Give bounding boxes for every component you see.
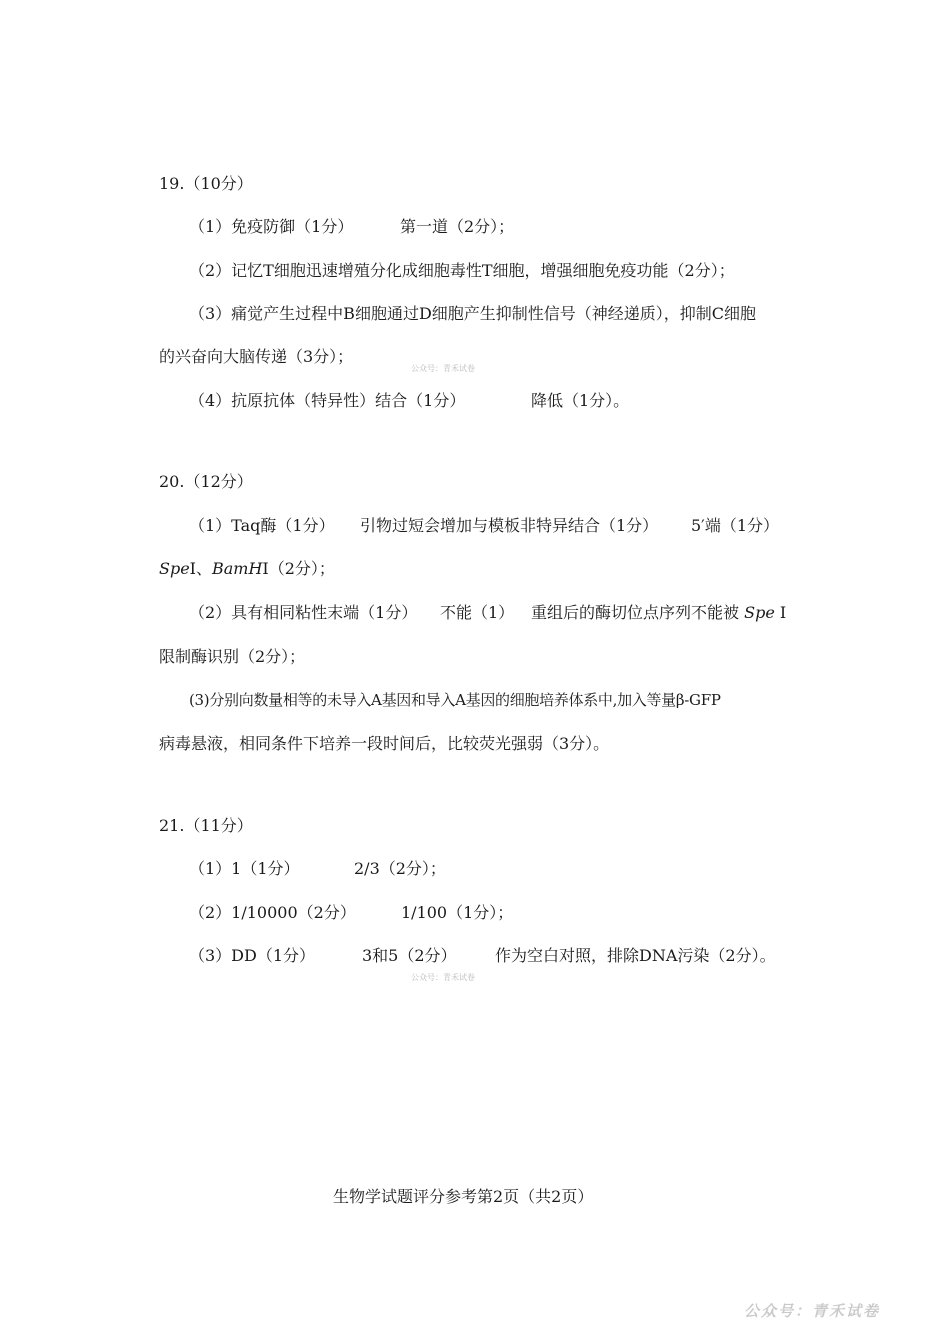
- q21-3-part-c: 作为空白对照，排除DNA污染（2分）。: [495, 946, 776, 965]
- q19-answer-3: （3）痛觉产生过程中B细胞通过D细胞产生抑制性信号（神经递质），抑制C细胞: [189, 304, 757, 323]
- q20-answer-3: (3)分别向数量相等的未导入A基因和导入A基因的细胞培养体系中,加入等量β-GFP: [189, 691, 721, 709]
- q20-1d-mid: I、: [189, 559, 212, 578]
- q21-1-part-a: （1）1（1分）: [189, 859, 300, 878]
- q20-2-part-b: 不能（1）: [440, 603, 515, 622]
- enzyme-bamh: BamH: [212, 559, 263, 578]
- q21-heading: 21.（11分）: [159, 816, 253, 835]
- q19-4-part-a: （4）抗原抗体（特异性）结合（1分）: [189, 391, 466, 410]
- watermark-corner: 公众号：青禾试卷: [744, 1302, 881, 1320]
- q19-answer-2: （2）记忆T细胞迅速增殖分化成细胞毒性T细胞，增强细胞免疫功能（2分）；: [189, 261, 735, 280]
- q21-2-part-a: （2）1/10000（2分）: [189, 903, 356, 922]
- q19-heading: 19.（10分）: [159, 174, 253, 193]
- page-footer: 生物学试题评分参考第2页（共2页）: [333, 1187, 594, 1206]
- q20-2c-end: I: [779, 603, 787, 622]
- q20-1-part-c: 5′端（1分）: [691, 516, 779, 535]
- watermark-small-1: 公众号：青禾试卷: [411, 364, 475, 373]
- q20-1d-end: I（2分）；: [262, 559, 335, 578]
- watermark-small-2: 公众号：青禾试卷: [411, 973, 475, 982]
- q19-answer-3-cont: 的兴奋向大脑传递（3分）；: [159, 347, 354, 366]
- enzyme-spe-2: Spe: [744, 603, 775, 622]
- q21-2-part-b: 1/100（1分）；: [401, 903, 514, 922]
- q20-heading: 20.（12分）: [159, 472, 253, 491]
- q20-1-part-b: 引物过短会增加与模板非特异结合（1分）: [360, 516, 659, 535]
- q21-3-part-a: （3）DD（1分）: [189, 946, 316, 965]
- q20-answer-1-cont: [159, 559, 335, 579]
- q20-1-part-a: （1）Taq酶（1分）: [189, 516, 335, 535]
- q19-1-part-b: 第一道（2分）；: [400, 217, 515, 236]
- q20-2-part-c: [531, 603, 786, 623]
- q19-4-part-b: 降低（1分）。: [531, 391, 630, 410]
- q20-2-part-a: （2）具有相同粘性末端（1分）: [189, 603, 418, 622]
- q21-1-part-b: 2/3（2分）；: [354, 859, 446, 878]
- q21-3-part-b: 3和5（2分）: [362, 946, 457, 965]
- q20-2c-text: 重组后的酶切位点序列不能被: [531, 603, 740, 622]
- q19-1-part-a: （1）免疫防御（1分）: [189, 217, 354, 236]
- q20-answer-2-cont: 限制酶识别（2分）；: [159, 647, 306, 666]
- enzyme-spe: Spe: [159, 559, 190, 578]
- q20-answer-3-cont: 病毒悬液，相同条件下培养一段时间后，比较荧光强弱（3分）。: [159, 734, 610, 753]
